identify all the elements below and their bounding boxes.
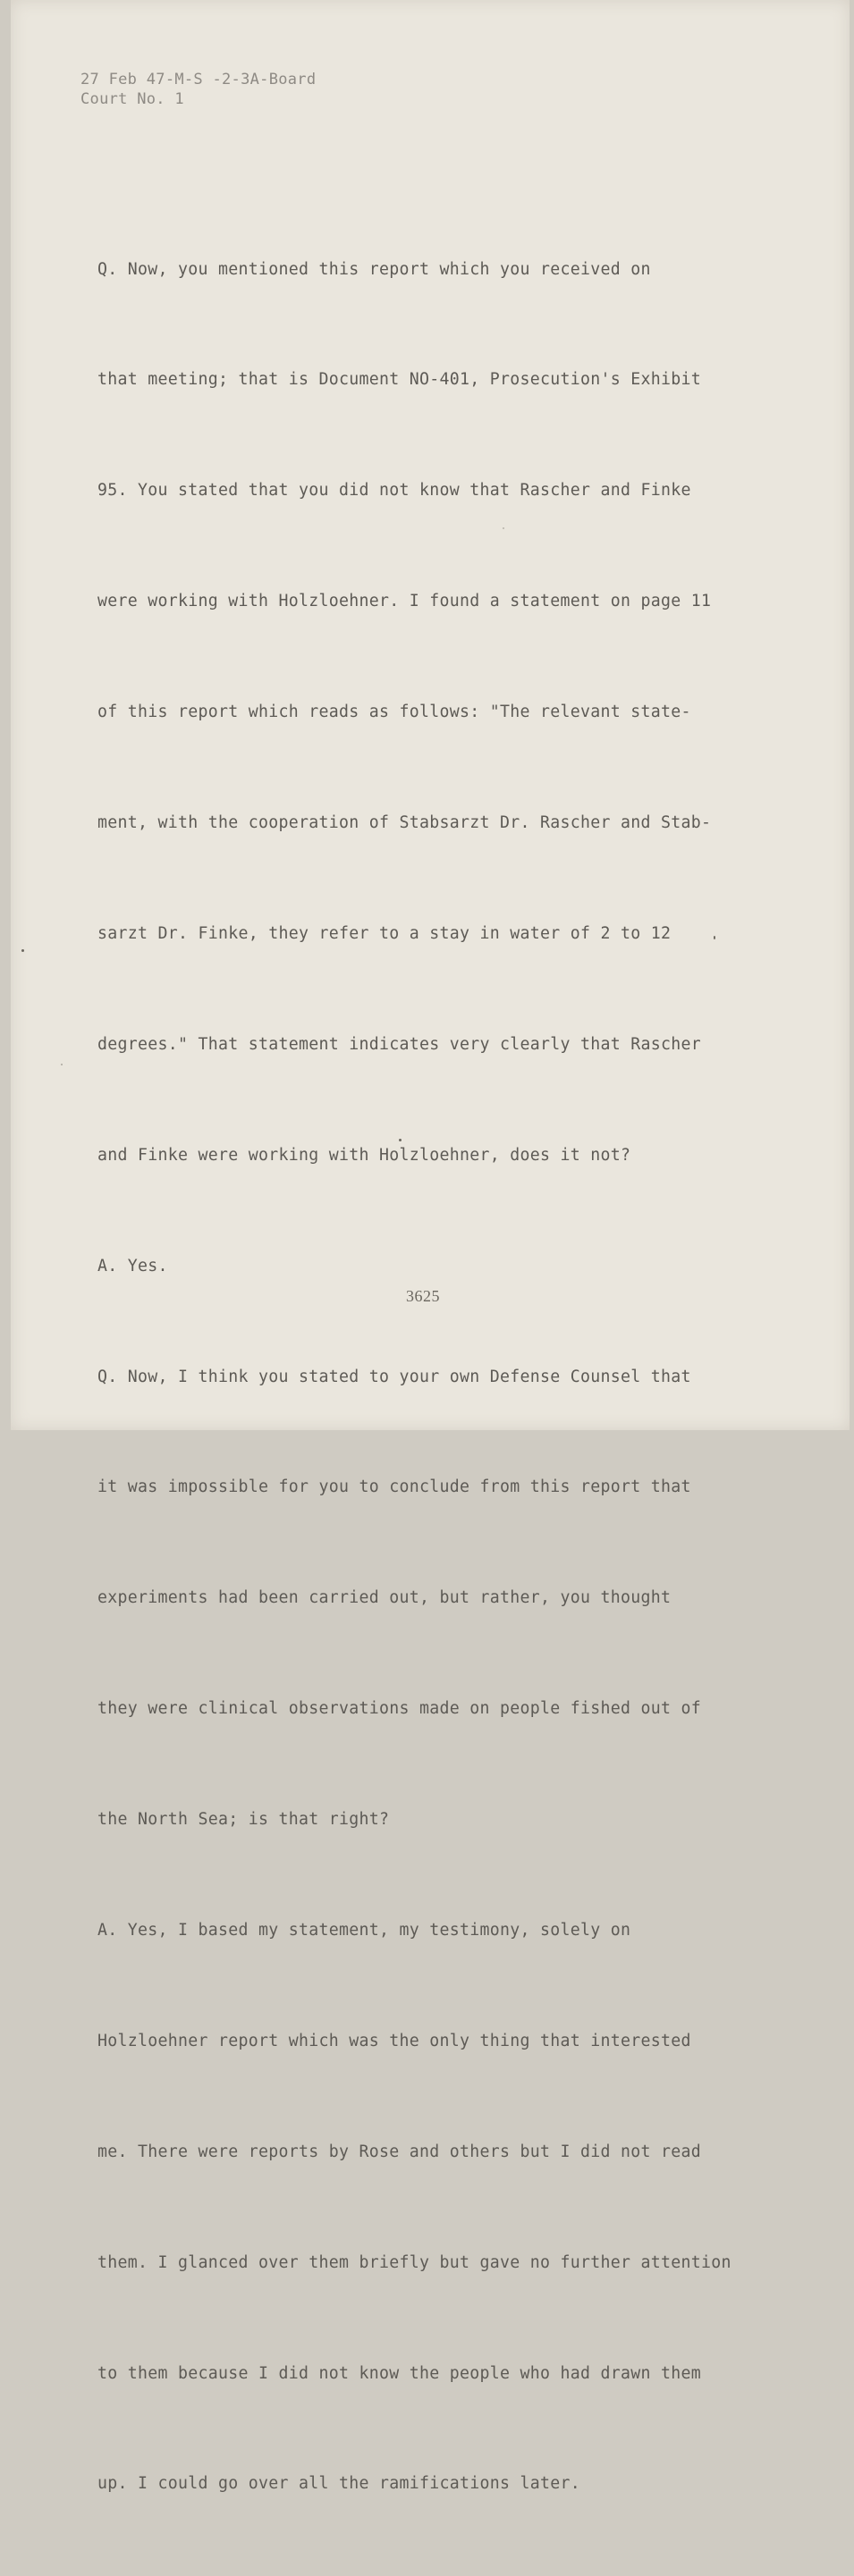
header-court-number: Court No. 1	[80, 90, 184, 108]
transcript-line: they were clinical observations made on people fished out of	[97, 1699, 701, 1719]
transcript-line: to them because I did not know the people who had drawn them	[97, 2363, 701, 2383]
transcript-line: sarzt Dr. Finke, they refer to a stay in water of 2 to 12	[97, 923, 672, 943]
transcript-line: ment, with the cooperation of Stabsarzt Dr. Rascher and Stab-	[97, 813, 712, 833]
paper-speck	[21, 949, 24, 952]
transcript-line: of this report which reads as follows: "The relevant state-	[97, 703, 691, 722]
transcript-body	[97, 177, 731, 2576]
paper-speck	[503, 527, 504, 529]
transcript-line: degrees." That statement indicates very clearly that Rascher	[97, 1034, 701, 1054]
document-page	[11, 0, 850, 2494]
transcript-line: it was impossible for you to conclude from this report that	[97, 1477, 691, 1497]
transcript-line: Q. Now, I think you stated to your own Defense Counsel that	[97, 1367, 691, 1386]
paper-speck	[61, 1064, 63, 1065]
transcript-line: A. Yes, I based my statement, my testimony, solely on	[97, 1920, 631, 1940]
transcript-line: Q. Now, you mentioned this report which you received on	[97, 259, 651, 279]
transcript-line: them. I glanced over them briefly but gave no further attention	[97, 2252, 731, 2272]
transcript-line: 95. You stated that you did not know that Rascher and Finke	[97, 481, 691, 501]
paper-speck	[399, 1139, 402, 1141]
transcript-line: that meeting; that is Document NO-401, Prosecution's Exhibit	[97, 370, 701, 390]
transcript-line: me. There were reports by Rose and others but I did not read	[97, 2142, 701, 2161]
header-date-code: 27 Feb 47-M-S -2-3A-Board	[80, 71, 317, 88]
transcript-line: up. I could go over all the ramifications later.	[97, 2474, 580, 2494]
transcript-line: and Finke were working with Holzloehner, does it not?	[97, 1145, 631, 1165]
transcript-line: were working with Holzloehner. I found a statement on page 11	[97, 592, 712, 611]
page-number: 3625	[406, 1287, 440, 1305]
transcript-line: experiments had been carried out, but rather, you thought	[97, 1588, 672, 1608]
transcript-line: A. Yes.	[97, 1256, 168, 1275]
transcript-line: the North Sea; is that right?	[97, 1810, 390, 1830]
paper-speck	[714, 936, 715, 939]
document-header	[80, 70, 316, 109]
transcript-line: Holzloehner report which was the only thing that interested	[97, 2031, 691, 2050]
